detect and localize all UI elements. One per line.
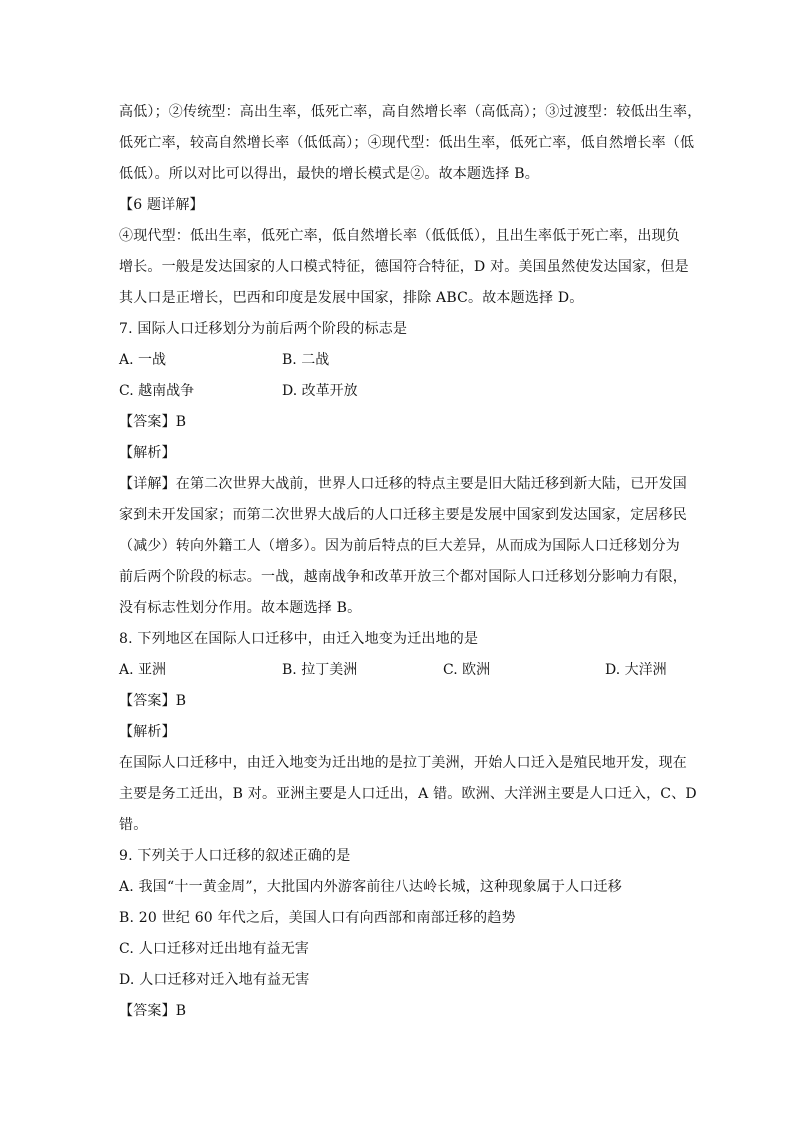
q7-answer: 【答案】B [119, 414, 187, 430]
q9-option-c: C. 人口迁移对迁出地有益无害 [119, 941, 310, 957]
q8-option-c: C. 欧洲 [443, 662, 491, 678]
q7-option-b: B. 二战 [282, 352, 330, 368]
q9-option-a: A. 我国“十一黄金周”，大批国内外游客前往八达岭长城，这种现象属于人口迁移 [119, 879, 622, 895]
text-line: 增长。一般是发达国家的人口模式特征，德国符合特征，D 对。美国虽然使发达国家，但是 [119, 259, 689, 275]
text-line: 前后两个阶段的标志。一战，越南战争和改革开放三个都对国际人口迁移划分影响力有限， [119, 569, 687, 585]
text-line: 没有标志性划分作用。故本题选择 B。 [119, 600, 362, 616]
question-7: 7. 国际人口迁移划分为前后两个阶段的标志是 [119, 321, 408, 337]
q9-option-d: D. 人口迁移对迁入地有益无害 [119, 972, 310, 988]
text-line: 主要是务工迁出，B 对。亚洲主要是人口迁出，A 错。欧洲、大洋洲主要是人口迁入，C、D [119, 786, 697, 802]
text-line: 在国际人口迁移中，由迁入地变为迁出地的是拉丁美洲，开始人口迁入是殖民地开发，现在 [119, 755, 687, 771]
q8-answer: 【答案】B [119, 693, 187, 709]
text-line: 家到未开发国家；而第二次世界大战后的人口迁移主要是发展中国家到发达国家，定居移民 [119, 507, 687, 523]
q8-option-a: A. 亚洲 [119, 662, 167, 678]
text-line: （减少）转向外籍工人（增多）。因为前后特点的巨大差异，从而成为国际人口迁移划分为 [119, 538, 680, 554]
q8-analysis-header: 【解析】 [119, 724, 176, 740]
q7-analysis-header: 【解析】 [119, 445, 176, 461]
q8-option-b: B. 拉丁美洲 [282, 662, 358, 678]
question-8: 8. 下列地区在国际人口迁移中，由迁入地变为迁出地的是 [119, 631, 479, 647]
q7-option-a: A. 一战 [119, 352, 167, 368]
section-header: 【6 题详解】 [119, 197, 204, 213]
q7-option-c: C. 越南战争 [119, 383, 195, 399]
text-line: 其人口是正增长，巴西和印度是发展中国家，排除 ABC。故本题选择 D。 [119, 290, 584, 306]
text-line: 【详解】在第二次世界大战前，世界人口迁移的特点主要是旧大陆迁移到新大陆，已开发国 [119, 476, 687, 492]
text-line: 低低）。所以对比可以得出，最快的增长模式是②。故本题选择 B。 [119, 166, 539, 182]
text-line: ④现代型：低出生率，低死亡率，低自然增长率（低低低），且出生率低于死亡率，出现负 [119, 228, 680, 244]
text-line: 错。 [119, 817, 148, 833]
q9-option-b: B. 20 世纪 60 年代之后，美国人口有向西部和南部迁移的趋势 [119, 910, 516, 926]
q8-option-d: D. 大洋洲 [605, 662, 667, 678]
q7-option-d: D. 改革开放 [282, 383, 358, 399]
text-line: 低死亡率，较高自然增长率（低低高）；④现代型：低出生率，低死亡率，低自然增长率（低 [119, 135, 695, 151]
q9-answer: 【答案】B [119, 1003, 187, 1019]
text-line: 高低）；②传统型：高出生率，低死亡率，高自然增长率（高低高）；③过渡型：较低出生率， [119, 104, 702, 120]
question-9: 9. 下列关于人口迁移的叙述正确的是 [119, 848, 351, 864]
